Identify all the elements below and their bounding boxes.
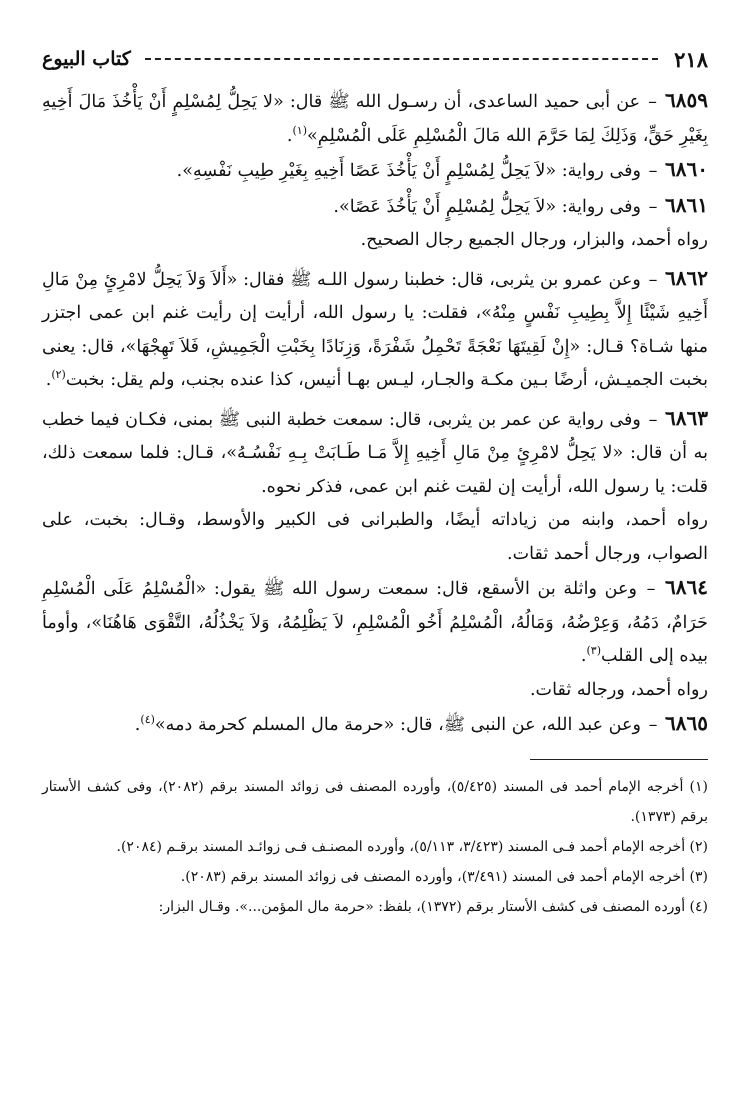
book-page [42, 44, 708, 1095]
footnote-4: (٤) أورده المصنف فى كشف الأستار برقم (١٣٧٢)، بلفظ: «حرمة مال المؤمن...». وقـال البزار: [158, 898, 708, 915]
hadith-text: وعن عمرو بن يثربى، قال: خطبنا رسول اللـه ﷺ فقال: «أَلاَ وَلاَ يَحِلُّ لامْرِئٍ مِنْ مَالِ أَخِيهِ شَيْئًا إِلاَّ بِطِيبِ نَفْسٍ مِنْهُ»، فقلت: يا رسول الله، أرأيت إن رأيت غنم ابن عمى اجتزر منها شـاة؟ قـال: «إِنْ لَقِيتَهَا نَعْجَةً تَحْمِلُ شَفْرَةً، وَزِنَادًا بِخَبْتِ الْجَمِيشِ، فَلاَ تَهِجْهَا»، قال: يعنى بخبت الجميـش، أرضًا بـين مكـة والجـار، ليـس بهـا أنيس، كذا عنده بجنب، ولم يقل: بخبت [42, 269, 708, 390]
hadith-text: وعن عبد الله، عن النبى ﷺ، قال: «حرمة مال المسلم كحرمة دمه» [154, 715, 642, 735]
number-dash: – [648, 196, 658, 217]
footnote-3: (٣) أخرجه الإمام أحمد فى المسند (٣/٤٩١)، وأورده المصنف فى زوائد المسند برقم (٢٠٨٣). [180, 868, 708, 885]
hadith-number: ٦٨٦٢ [665, 265, 709, 290]
narration-note [42, 224, 708, 258]
hadith-number: ٦٨٦٤ [665, 575, 708, 599]
footnote-ref[interactable]: (٤) [140, 713, 155, 727]
footnotes [42, 772, 708, 922]
number-dash: – [648, 715, 658, 735]
narration-note [42, 674, 708, 708]
number-dash: – [648, 269, 658, 290]
footnote-ref[interactable]: (٣) [586, 644, 601, 658]
end-period: . [45, 370, 52, 390]
hadith-6859 [42, 84, 708, 153]
narration-text: رواه أحمد، وابنه من زياداته أيضًا، والطبرانى فى الكبير والأوسط، وقـال: بخبت، على الصواب، ورجال أحمد ثقات. [42, 510, 708, 564]
narration-text: رواه أحمد، ورجاله ثقات. [529, 679, 708, 700]
main-text [42, 84, 708, 743]
hadith-number: ٦٨٦٣ [665, 405, 709, 430]
hadith-text: عن أبى حميد الساعدى، أن رسـول الله ﷺ قال: «لا يَحِلُّ لِمُسْلِمٍ أَنْ يَأْخُذَ مَالَ أَخِيهِ بِغَيْرِ حَقٍّ، وَذَلِكَ لِمَا حَرَّمَ الله مَالَ الْمُسْلِمِ عَلَى الْمُسْلِمِ» [42, 92, 708, 146]
hadith-number: ٦٨٦٠ [665, 157, 708, 181]
hadith-6861 [42, 189, 708, 225]
hadith-text: وفى رواية عن عمر بن يثربى، قال: سمعت خطبة النبى ﷺ بمنى، فكـان فيما خطب به أن قال: «لا يَحِلُّ لامْرِئٍ مِنْ مَالِ أَخِيهِ إِلاَّ مَـا طَـابَتْ بِـهِ نَفْسُـهُ»، قـال: فلما سمعت ذلك، قلت: يا رسول الله، أرأيت إن لقيت غنم ابن عمى، فذكر نحوه. [42, 409, 708, 497]
footnote-ref[interactable]: (٢) [51, 368, 66, 382]
hadith-number: ٦٨٦٥ [665, 711, 708, 735]
hadith-text: وفى رواية: «لاَ يَحِلُّ لِمُسْلِمٍ أَنْ يَأْخُذَ عَصًا أَخِيهِ بِغَيْرِ طِيبِ نَفْسِهِ». [176, 161, 642, 181]
narration-note [42, 504, 708, 571]
hadith-number: ٦٨٥٩ [665, 88, 709, 112]
narration-text: رواه أحمد، والبزار، ورجال الجميع رجال الصحيح. [360, 230, 708, 250]
hadith-6865 [42, 707, 708, 743]
end-period: . [134, 715, 141, 735]
hadith-6862 [42, 262, 708, 398]
hadith-6864 [42, 571, 708, 674]
header-dashed-rule [145, 58, 658, 60]
book-title: كتاب البيوع [42, 48, 131, 70]
end-period: . [286, 125, 293, 146]
number-dash: – [646, 579, 656, 599]
hadith-6863 [42, 402, 708, 505]
footnote-2: (٢) أخرجه الإمام أحمد فـى المسند (٣/٤٢٣، ٥/١١٣)، وأورده المصنـف فـى زوائـد المسند برقـم (٢٠٨٤). [116, 838, 708, 855]
hadith-text: وفى رواية: «لاَ يَحِلُّ لِمُسْلِمٍ أَنْ يَأْخُذَ عَصًا». [333, 196, 642, 217]
footnote-divider [530, 759, 708, 760]
hadith-number: ٦٨٦١ [665, 192, 708, 217]
running-header [42, 44, 708, 74]
hadith-6860 [42, 153, 708, 189]
footnote-ref[interactable]: (١) [292, 123, 308, 137]
number-dash: – [648, 409, 658, 430]
hadith-text: وعن واثلة بن الأسقع، قال: سمعت رسول الله ﷺ يقول: «الْمُسْلِمُ عَلَى الْمُسْلِمِ حَرَامٌ، دَمُهُ، وَعِرْضُهُ، وَمَالُهُ، الْمُسْلِمُ أَخُو الْمُسْلِمِ، لاَ يَظْلِمُهُ، وَلاَ يَخْذُلُهُ، التَّقْوَى هَاهُنَا»، وأومأ بيده إلى القلب [42, 579, 708, 666]
number-dash: – [648, 92, 657, 112]
footnote-1: (١) أخرجه الإمام أحمد فى المسند (٥/٤٢٥)، وأورده المصنف فى زوائد المسند برقم (٢٠٨٢)، وفى كشف الأستار برقم (١٣٧٣). [42, 778, 708, 825]
page-number: ٢١٨ [674, 46, 708, 72]
number-dash: – [648, 161, 658, 181]
end-period: . [580, 646, 587, 666]
